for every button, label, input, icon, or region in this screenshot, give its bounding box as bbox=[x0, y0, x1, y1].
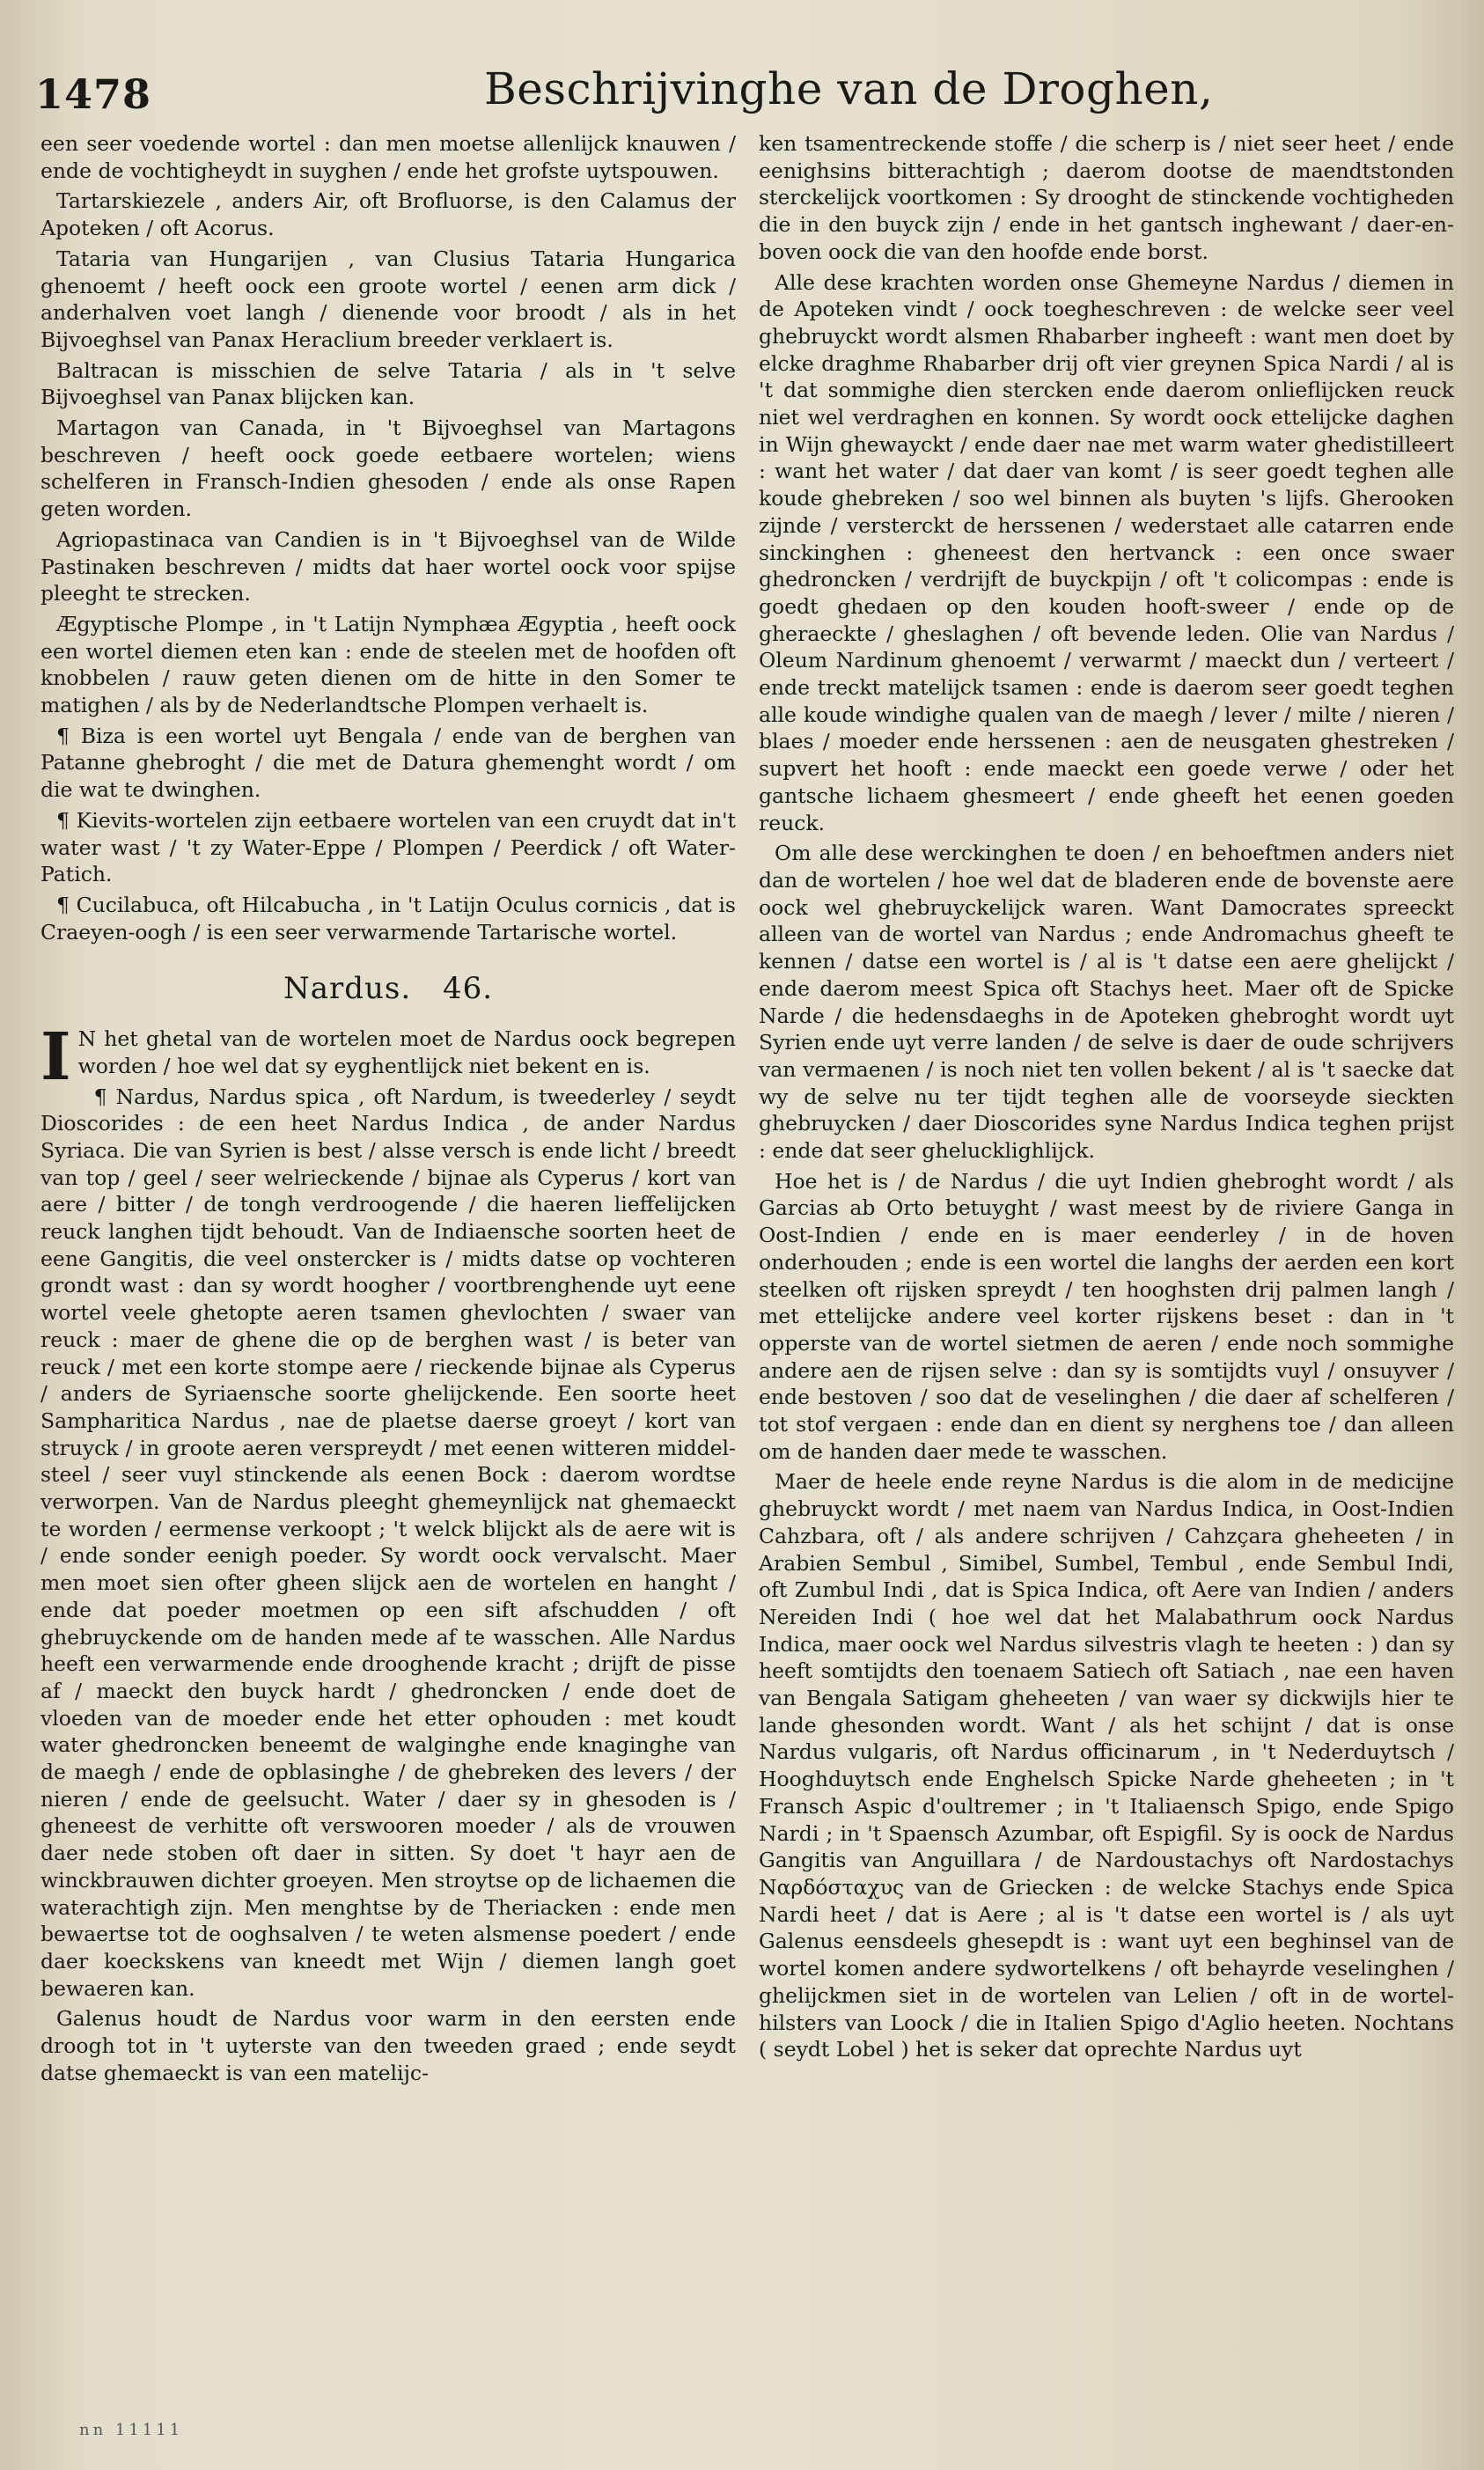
running-title: Beschrijvinghe van de Droghen, bbox=[484, 63, 1214, 114]
paragraph: een seer voedende wortel : dan men moetse allenlijck knauwen / ende de vochtigheydt in suyghen / ende het grofste uytspouwen. bbox=[40, 131, 736, 183]
paragraph: ¶ Cucilabuca, oft Hilcabucha , in 't Latijn Oculus cornicis , dat is Craeyen-oogh / is een seer verwarmende Tartarische wortel. bbox=[40, 892, 736, 945]
paragraph: Ægyptische Plompe , in 't Latijn Nymphæa Ægyptia , heeft oock een wortel diemen eten kan : ende de steelen met de hoofden oft knobbelen / rauw geten dienen om de hitte in den Somer te matighen / als by de Nederlandtsche Plompen verhaelt is. bbox=[40, 611, 736, 718]
page-number: 1478 bbox=[35, 70, 152, 118]
paragraph: Galenus houdt de Nardus voor warm in den eersten ende droogh tot in 't uyterste van den tweeden graed ; ende seydt datse ghemaeckt is van een matelijc- bbox=[40, 2006, 736, 2085]
paragraph: Alle dese krachten worden onse Ghemeyne Nardus / diemen in de Apoteken vindt / oock toegheschreven : de welcke seer veel ghebruyckt wordt alsmen Rhabarber ingheeft : want men doet by elcke draghme Rhabarber drij oft vier greynen Spica Nardi / al is 't dat sommighe dien stercken ende daerom onlieflijcken reuck niet wel verdraghen en konnen. Sy wordt oock ettelijcke daghen in Wijn ghewayckt / ende daer nae met warm water ghedistilleert : want het water / dat daer van komt / is seer goedt teghen alle koude ghebreken / soo wel binnen als buyten 's lijfs. Gherooken zijnde / versterckt de herssenen / wederstaet alle catarren ende sinckinghen : gheneest den hertvanck : een once swaer ghedroncken / verdrijft de buyckpijn / oft 't colicompas : ende is goedt ghedaen op den kouden hooft-sweer / ende op de gheraeckte / gheslaghen / oft bevende leden. Olie van Nardus / Oleum Nardinum ghenoemt / verwarmt / maeckt dun / verteert / ende treckt matelijck tsamen : ende is daerom seer goedt teghen alle koude windighe qualen van de maegh / lever / milte / nieren / blaes / moeder ende herssenen : aen de neusgaten ghestreken / supvert het hooft : ende maeckt een goede verwe / oder het gantsche lichaem ghesmeert / ende gheeft het eenen goeden reuck. bbox=[759, 269, 1454, 835]
paragraph: Tartarskiezele , anders Air, oft Brofluorse, is den Calamus der Apoteken / oft Acorus. bbox=[40, 188, 736, 241]
paragraph: Hoe het is / de Nardus / die uyt Indien ghebroght wordt / als Garcias ab Orto betuyght / wast meest by de riviere Ganga in Oost-Indien / ende en is maer eenderley / in de hoven onderhouden ; ende is een wortel die langhs der aerden een kort steelken oft rijsken spreydt / ten hooghsten drij palmen langh / met ettelijcke andere veel korter rijskens beset : dan in 't opperste van de wortel sietmen de aeren / ende noch sommighe andere aen de rijsen selve : dan sy is somtijdts vuyl / onsuyver / ende bestoven / soo dat de veselinghen / die daer af schelferen / tot stof vergaen : ende dan en dient sy nerghens toe / dan alleen om de handen daer mede te wasschen. bbox=[759, 1168, 1454, 1464]
left-column bbox=[40, 130, 736, 2091]
section-heading bbox=[40, 971, 736, 1007]
section-opening-paragraph bbox=[40, 1019, 736, 1096]
paragraph: ¶ Biza is een wortel uyt Bengala / ende van de berghen van Patanne ghebroght / die met de Datura ghemenght wordt / om die wat te dwinghen. bbox=[40, 723, 736, 803]
paragraph: ¶ Kievits-wortelen zijn eetbaere wortelen van een cruydt dat in't water wast / 't zy Water-Eppe / Plompen / Peerdick / oft Water-Patich. bbox=[40, 807, 736, 887]
paragraph-text: N het ghetal van de wortelen moet de Nardus oock begrepen worden / hoe wel dat sy eyghentlijck niet bekent en is. bbox=[77, 1026, 736, 1078]
paragraph: Tataria van Hungarijen , van Clusius Tataria Hungarica ghenoemt / heeft oock een groote wortel / eenen arm dick / anderhalven voet langh / dienende voor broodt / als in het Bijvoeghsel van Panax Heraclium breeder verklaert is. bbox=[40, 246, 736, 352]
paragraph: Maer de heele ende reyne Nardus is die alom in de medicijne ghebruyckt wordt / met naem van Nardus Indica, in Oost-Indien Cahzbara, oft / als andere schrijven / Cahzçara gheheeten / in Arabien Sembul , Simibel, Sumbel, Tembul , ende Sembul Indi, oft Zumbul Indi , dat is Spica Indica, oft Aere van Indien / anders Nereiden Indi ( hoe wel dat het Malabathrum oock Nardus Indica, maer oock wel Nardus silvestris vlagh te heeten : ) dan sy heeft somtijdts den toenaem Satiech oft Satiach , nae een haven van Bengala Satigam gheheeten / van waer sy dickwijls hier te lande ghesonden wordt. Want / als het schijnt / dat is onse Nardus vulgaris, oft Nardus officinarum , in 't Nederduytsch / Hooghduytsch ende Enghelsch Spicke Narde gheheeten ; in 't Fransch Aspic d'oultremer ; in 't Italiaensch Spigo, ende Spigo Nardi ; in 't Spaensch Azumbar, oft Espigfil. Sy is oock de Nardus Gangitis van Anguillara / de Nardoustachys oft Nardostachys Ναρδόσταχυς van de Griecken : de welcke Stachys ende Spica Nardi heet / dat is Aere ; al is 't datse een wortel is / als uyt Galenus eensdeels ghesepdt is : want uyt een beghinsel van de wortel komen andere sydwortelkens / oft behayrde veselinghen / ghelijckmen siet in de wortelen van Lelien / oft in de wortel-hilsters van Loock / die in Italien Spigo d'Aglio heeten. Nochtans ( seydt Lobel ) het is seker dat oprechte Nardus uyt bbox=[759, 1469, 1454, 2062]
footer-mark: nn 11111 bbox=[79, 2421, 184, 2439]
paragraph: Martagon van Canada, in 't Bijvoeghsel van Martagons beschreven / heeft oock goede eetbaere wortelen; wiens schelferen in Fransch-Indien ghesoden / ende als onse Rapen geten worden. bbox=[40, 415, 736, 522]
section-title: Nardus. bbox=[283, 971, 412, 1007]
paragraph: ¶ Nardus, Nardus spica , oft Nardum, is tweederley / seydt Dioscorides : de een heet Nardus Indica , de ander Nardus Syriaca. Die van Syrien is best / alsse versch is ende licht / breedt van top / geel / seer welrieckende / bijnae als Cyperus / kort van aere / bitter / de tongh verdroogende / die haeren lieffelijcken reuck langhen tijdt behoudt. Van de Indiaensche soorten heet de eene Gangitis, die veel onstercker is / midts datse op vochteren grondt wast : dan sy wordt hoogher / voortbrenghende uyt eene wortel veele ghetopte aeren tsamen ghevlochten / swaer van reuck : maer de ghene die op de berghen wast / is beter van reuck / met een korte stompe aere / rieckende bijnae als Cyperus / anders de Syriaensche soorte ghelijckende. Een soorte heet Sampharitica Nardus , nae de plaetse daerse groeyt / kort van struyck / in groote aeren verspreydt / met eenen witteren middel-steel / seer vuyl stinckende als eenen Bock : daerom wordtse verworpen. Van de Nardus pleeght ghemeynlijck nat ghemaeckt te worden / eermense verkoopt ; 't welck blijckt als de aere wit is / ende sonder eenigh poeder. Sy wordt oock vervalscht. Maer men moet sien ofter gheen slijck aen de wortelen en hanght / ende dat poeder moetmen op een sift afschudden / oft ghebruyckende om de handen mede af te wasschen. Alle Nardus heeft een verwarmende ende drooghende kracht ; drijft de pisse af / maeckt den buyck hardt / ghedroncken / ende doet de vloeden van de moeder ende het etter ophouden : met koudt water ghedroncken beneemt de walginghe ende knaginghe van de maegh / ende de opblasinghe / de ghebreken des levers / der nieren / ende de geelsucht. Water / daer sy in ghesoden is / gheneest de verhitte oft verswooren moeder / als de vrouwen daer nede stoben oft daer in sitten. Sy doet 't hayr aen de winckbrauwen dichter groeyen. Men stroytse op de lichaemen die waterachtigh zijn. Men menghtse by de Theriacken : ende men bewaertse tot de ooghsalven / te weten alsmense poedert / ende daer koeckskens van kneedt met Wijn / diemen langh goet bewaeren kan. bbox=[40, 1084, 736, 2001]
paragraph: Om alle dese werckinghen te doen / en behoeftmen anders niet dan de wortelen / hoe wel dat de bladeren ende de bovenste aere oock wel ghebruyckelijck waren. Want Damocrates spreeckt alleen van de wortel van Nardus ; ende Andromachus gheeft te kennen / datse een wortel is / al is 't datse een aere ghelijckt / ende daerom meest Spica oft Stachys heet. Maer oft de Spicke Narde / die hedensdaeghs in de Apoteken ghebroght wordt uyt Syrien ende uyt verre landen / de selve is daer de oude schrijvers van vermaenen / is noch niet ten vollen bekent / al is 't saecke dat wy de selve nu ter tijdt teghen alle de voorseyde sieckten ghebruycken / daer Dioscorides syne Nardus Indica teghen prijst : ende dat seer ghelucklighlijck. bbox=[759, 841, 1454, 1164]
paragraph: Agriopastinaca van Candien is in 't Bijvoeghsel van de Wilde Pastinaken beschreven / midts dat haer wortel oock voor spijse pleeght te strecken. bbox=[40, 526, 736, 606]
paragraph: Baltracan is misschien de selve Tataria / als in 't selve Bijvoeghsel van Panax blijcken kan. bbox=[40, 357, 736, 410]
section-number: 46. bbox=[442, 971, 494, 1007]
dropcap: I bbox=[40, 1019, 71, 1096]
right-column bbox=[759, 130, 1454, 2067]
page-header bbox=[35, 63, 1444, 134]
paragraph: ken tsamentreckende stoffe / die scherp is / niet seer heet / ende eenighsins bitterachtigh ; daerom dootse de maendtstonden sterckelijck voortkomen : Sy drooght de stinckende vochtigheden die in den buyck zijn / ende in het gantsch inghewant / daer-en-boven oock die van den hoofde ende borst. bbox=[759, 131, 1454, 264]
